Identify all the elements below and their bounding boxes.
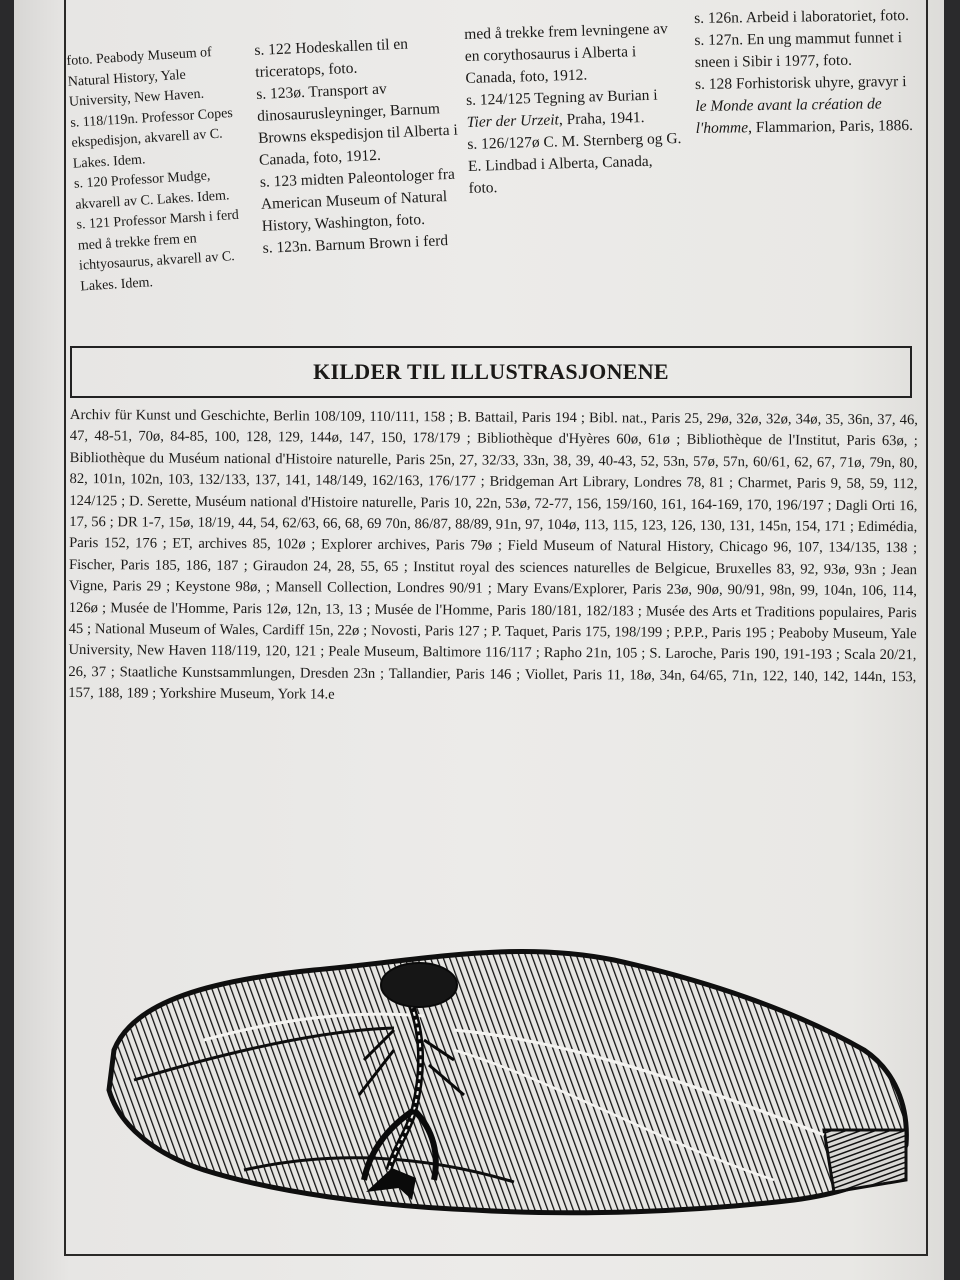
caption-entry: s. 120 Professor Mudge, akvarell av C. Lakes. Idem. — [73, 168, 230, 213]
caption-entry: s. 127n. En ung mammut funnet i sneen i Sibir i 1977, foto. — [694, 29, 903, 71]
caption-entry: s. 118/119n. Professor Copes ekspedisjon, akvarell av C. Lakes. Idem. — [69, 105, 234, 172]
caption-column-1 — [66, 41, 263, 298]
caption-text: s. 128 Forhistorisk uhyre, gravyr i — [694, 73, 907, 93]
caption-text: , Flammarion, Paris, 1886. — [747, 116, 914, 137]
caption-entry — [695, 71, 916, 140]
caption-entry — [466, 84, 682, 134]
book-title: le Monde avant la création de l'homme — [695, 95, 882, 137]
fossil-engraving — [94, 930, 914, 1220]
caption-entry: s. 123ø. Transport av dinosaurusleyninger, Barnum Browns ekspedisjon til Alberta i Canada, foto, 1912. — [255, 80, 459, 169]
caption-column-4 — [694, 5, 916, 140]
caption-text: , Praha, 1941. — [558, 108, 645, 129]
rock-slab — [109, 951, 906, 1212]
caption-entry: s. 123n. Barnum Brown i ferd — [262, 232, 449, 257]
section-heading-box — [70, 346, 912, 398]
section-heading: KILDER TIL ILLUSTRASJONENE — [313, 359, 669, 384]
book-page — [14, 0, 944, 1280]
caption-column-3 — [464, 18, 684, 200]
caption-text: s. 124/125 Tegning av Burian i — [465, 86, 658, 109]
book-title: Tier der Urzeit — [466, 111, 560, 131]
illustration-sources: Archiv für Kunst und Geschichte, Berlin 108/109, 110/111, 158 ; B. Battail, Paris 194 ; Bibl. nat., Paris 25, 29ø, 32ø, 32ø, 34ø, 35, 36n, 37, 46, 47, 48-51, 70ø, 84-85, 100, 128, 129, 144ø, 147, 150, 178/179 ; Bibliothèque d'Hyères 60ø, 61ø ; Bibliothèque de l'Institut, Paris 63ø, ; Bibliothèque du Muséum national d'Histoire naturelle, Paris 25n, 27, 32/33, 33n, 38, 39, 40-43, 52, 53n, 57ø, 57n, 60/61, 62, 67, 71ø, 79n, 80, 82, 101n, 102n, 103, 132/133, 137, 141, 148/149, 162/163, 176/177 ; Bridgeman Art Library, Londres 78, 81 ; Charmet, Paris 9, 58, 59, 112, 124/125 ; D. Serette, Muséum national d'Histoire naturelle, Paris 10, 22n, 53ø, 72-77, 156, 159/160, 161, 164-169, 170, 196/197 ; Dagli Orti 16, 17, 56 ; DR 1-7, 15ø, 18/19, 44, 54, 62/63, 66, 68, 69 70n, 86/87, 88/89, 91n, 97, 104ø, 113, 115, 123, 126, 130, 131, 145n, 154, 171 ; Edimédia, Paris 152, 176 ; ET, archives 85, 102ø ; Explorer archives, Paris 79ø ; Field Museum of Natural History, Chicago 96, 107, 134/135, 138 ; Fischer, Paris 185, 186, 187 ; Giraudon 24, 28, 55, 65 ; Institut royal des sciences naturelles de Belgicue, Bruxelles 83, 92, 93ø, 93n ; Jean Vigne, Paris 29 ; Keystone 98ø, ; Mansell Collection, Londres 90/91 ; Mary Evans/Explorer, Paris 23ø, 90ø, 90/91, 98n, 99, 104n, 106, 114, 126ø ; Musée de l'Homme, Paris 12ø, 12n, 13, 13 ; Musée de l'Homme, Paris 180/181, 182/183 ; Musée des Arts et Traditions populaires, Paris 45 ; National Museum of Wales, Cardiff 15n, 22ø ; Novosti, Paris 127 ; P. Taquet, Paris 175, 198/199 ; P.P.P., Paris 195 ; Peaboby Museum, Yale University, New Haven 118/119, 120, 121 ; Peale Museum, Baltimore 116/117 ; Rapho 21n, 105 ; S. Laroche, Paris 190, 191-193 ; Scala 20/21, 26, 37 ; Staatliche Kunstsammlungen, Dresden 23n ; Tallandier, Paris 146 ; Viollet, Paris 11, 18ø, 34n, 64/65, 71n, 122, 140, 142, 144n, 153, 157, 188, 189 ; Yorkshire Museum, York 14.e — [68, 406, 918, 703]
caption-column-2 — [254, 32, 463, 260]
caption-entry: s. 126/127ø C. M. Sternberg og G. E. Lindbad i Alberta, Canada, foto. — [467, 129, 682, 197]
fossil-skull — [381, 963, 457, 1007]
caption-entry: s. 121 Professor Marsh i ferd med å trekke frem en ichtyosaurus, akvarell av C. Lakes. Idem. — [76, 207, 240, 295]
caption-entry: s. 122 Hodeskallen til en triceratops, foto. — [254, 35, 409, 81]
rock-edge — [824, 1130, 906, 1192]
caption-entry: foto. Peabody Museum of Natural History, Yale University, New Haven. — [66, 45, 213, 110]
caption-entry: med å trekke frem levningene av en corythosaurus i Alberta i Canada, foto, 1912. — [464, 20, 669, 87]
caption-entry: s. 126n. Arbeid i laboratoriet, foto. — [694, 7, 910, 27]
caption-entry: s. 123 midten Paleontologer fra American Museum of Natural History, Washington, foto. — [259, 165, 456, 235]
